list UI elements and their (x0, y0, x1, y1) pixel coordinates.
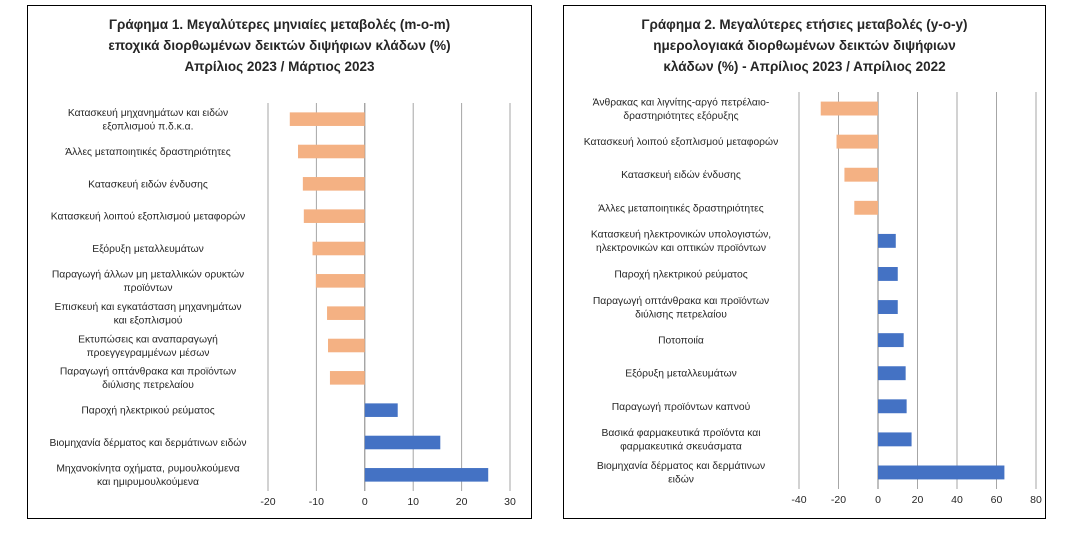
bar (365, 436, 441, 450)
category-label: Κατασκευή λοιπού εξοπλισμού μεταφορών (50, 211, 246, 223)
category-label: Βασικά φαρμακευτικά προϊόντα και (601, 428, 761, 440)
bar (327, 306, 365, 320)
category-label: Παραγωγή άλλων μη μεταλλικών ορυκτών (51, 269, 245, 281)
bar (878, 300, 898, 314)
chart-title-line: Γράφημα 2. Μεγαλύτερες ετήσιες μεταβολές (y-o-y) (641, 17, 968, 32)
x-tick-label: 30 (504, 496, 516, 508)
category-label: Παραγωγή οπτάνθρακα και προϊόντων (59, 366, 237, 378)
bar (878, 399, 907, 413)
chart-title-line: ημερολογιακά διορθωμένων δεικτών διψήφιων (653, 38, 956, 53)
x-tick-label: 40 (951, 494, 963, 506)
bar (290, 112, 365, 126)
category-label: Ποτοποιία (658, 335, 704, 347)
bar (313, 242, 365, 256)
bar (304, 209, 365, 223)
category-label: ειδών (668, 474, 694, 486)
category-label: Επισκευή και εγκατάσταση μηχανημάτων (54, 301, 242, 313)
chart-panel-1 (27, 5, 532, 519)
x-tick-label: 0 (361, 496, 368, 508)
x-tick-label: -20 (830, 494, 847, 506)
category-label: Μηχανοκίνητα οχήματα, ρυμουλκούμενα (56, 463, 240, 475)
category-label: Κατασκευή ειδών ένδυσης (88, 179, 208, 191)
bar (878, 432, 912, 446)
category-label: ηλεκτρονικών και οπτικών προϊόντων (596, 243, 766, 255)
category-label: Κατασκευή λοιπού εξοπλισμού μεταφορών (583, 137, 779, 149)
category-label: διύλισης πετρελαίου (635, 309, 727, 321)
category-label: και ημιρυμουλκούμενα (96, 477, 200, 489)
category-label: δραστηριότητες εξόρυξης (623, 110, 739, 122)
bar (837, 135, 878, 149)
bar (878, 333, 904, 347)
chart-title-line: Γράφημα 1. Μεγαλύτερες μηνιαίες μεταβολές (m-o-m) (108, 17, 451, 32)
x-tick-label: 80 (1030, 494, 1042, 506)
category-label: Βιομηχανία δέρματος και δερμάτινων (596, 461, 766, 473)
category-label: Κατασκευή μηχανημάτων και ειδών (67, 107, 229, 119)
category-label: και εξοπλισμού (113, 315, 183, 327)
bar-chart-1 (28, 6, 533, 520)
chart-panel-2 (563, 5, 1046, 519)
category-label: εξοπλισμού π.δ.κ.α. (102, 121, 194, 133)
bar (878, 366, 906, 380)
category-label: φαρμακευτικά σκευάσματα (620, 441, 742, 453)
bar (821, 102, 878, 116)
bar (365, 403, 398, 417)
category-label: Άνθρακας και λιγνίτης-αργό πετρέλαιο- (592, 97, 770, 109)
bar (365, 468, 488, 482)
bar (328, 339, 365, 353)
category-label: προεγγεγραμμένων μέσων (86, 347, 210, 359)
bar (316, 274, 365, 288)
x-tick-label: 0 (875, 494, 881, 506)
category-label: Άλλες μεταποιητικές δραστηριότητες (65, 147, 231, 158)
category-label: Εκτυπώσεις και αναπαραγωγή (78, 334, 218, 346)
category-label: Παροχή ηλεκτρικού ρεύματος (614, 269, 748, 281)
category-label: Παροχή ηλεκτρικού ρεύματος (81, 405, 215, 417)
bar (878, 267, 898, 281)
bar (844, 168, 878, 182)
category-label: Κατασκευή ειδών ένδυσης (621, 170, 741, 182)
category-label: Παραγωγή προϊόντων καπνού (611, 401, 751, 413)
category-label: Βιομηχανία δέρματος και δερμάτινων ειδών (49, 438, 247, 449)
x-tick-label: 20 (455, 496, 468, 508)
chart-title-line: Απρίλιος 2023 / Μάρτιος 2023 (184, 59, 375, 74)
bar (303, 177, 365, 191)
bar (878, 234, 896, 248)
category-label: Άλλες μεταποιητικές δραστηριότητες (598, 203, 764, 215)
bar (330, 371, 365, 385)
chart-title-line: εποχικά διορθωμένων δεικτών διψήφιων κλάδων (%) (108, 38, 451, 53)
category-label: Παραγωγή οπτάνθρακα και προϊόντων (592, 295, 770, 307)
x-tick-label: 10 (407, 496, 420, 508)
category-label: Κατασκευή ηλεκτρονικών υπολογιστών, (590, 229, 772, 241)
category-label: προϊόντων (123, 283, 173, 295)
chart-title-line: κλάδων (%) - Απρίλιος 2023 / Απρίλιος 2022 (663, 59, 946, 74)
category-label: Εξόρυξη μεταλλευμάτων (92, 244, 204, 255)
category-label: διύλισης πετρελαίου (102, 380, 194, 392)
bar (878, 466, 1004, 480)
x-tick-label: 20 (911, 494, 924, 506)
category-label: Εξόρυξη μεταλλευμάτων (625, 368, 737, 380)
x-tick-label: -10 (308, 496, 324, 508)
bar (298, 145, 365, 159)
bar (854, 201, 878, 215)
x-tick-label: 60 (990, 494, 1003, 506)
x-tick-label: -20 (260, 496, 276, 508)
x-tick-label: -40 (791, 494, 807, 506)
bar-chart-2 (564, 6, 1047, 520)
